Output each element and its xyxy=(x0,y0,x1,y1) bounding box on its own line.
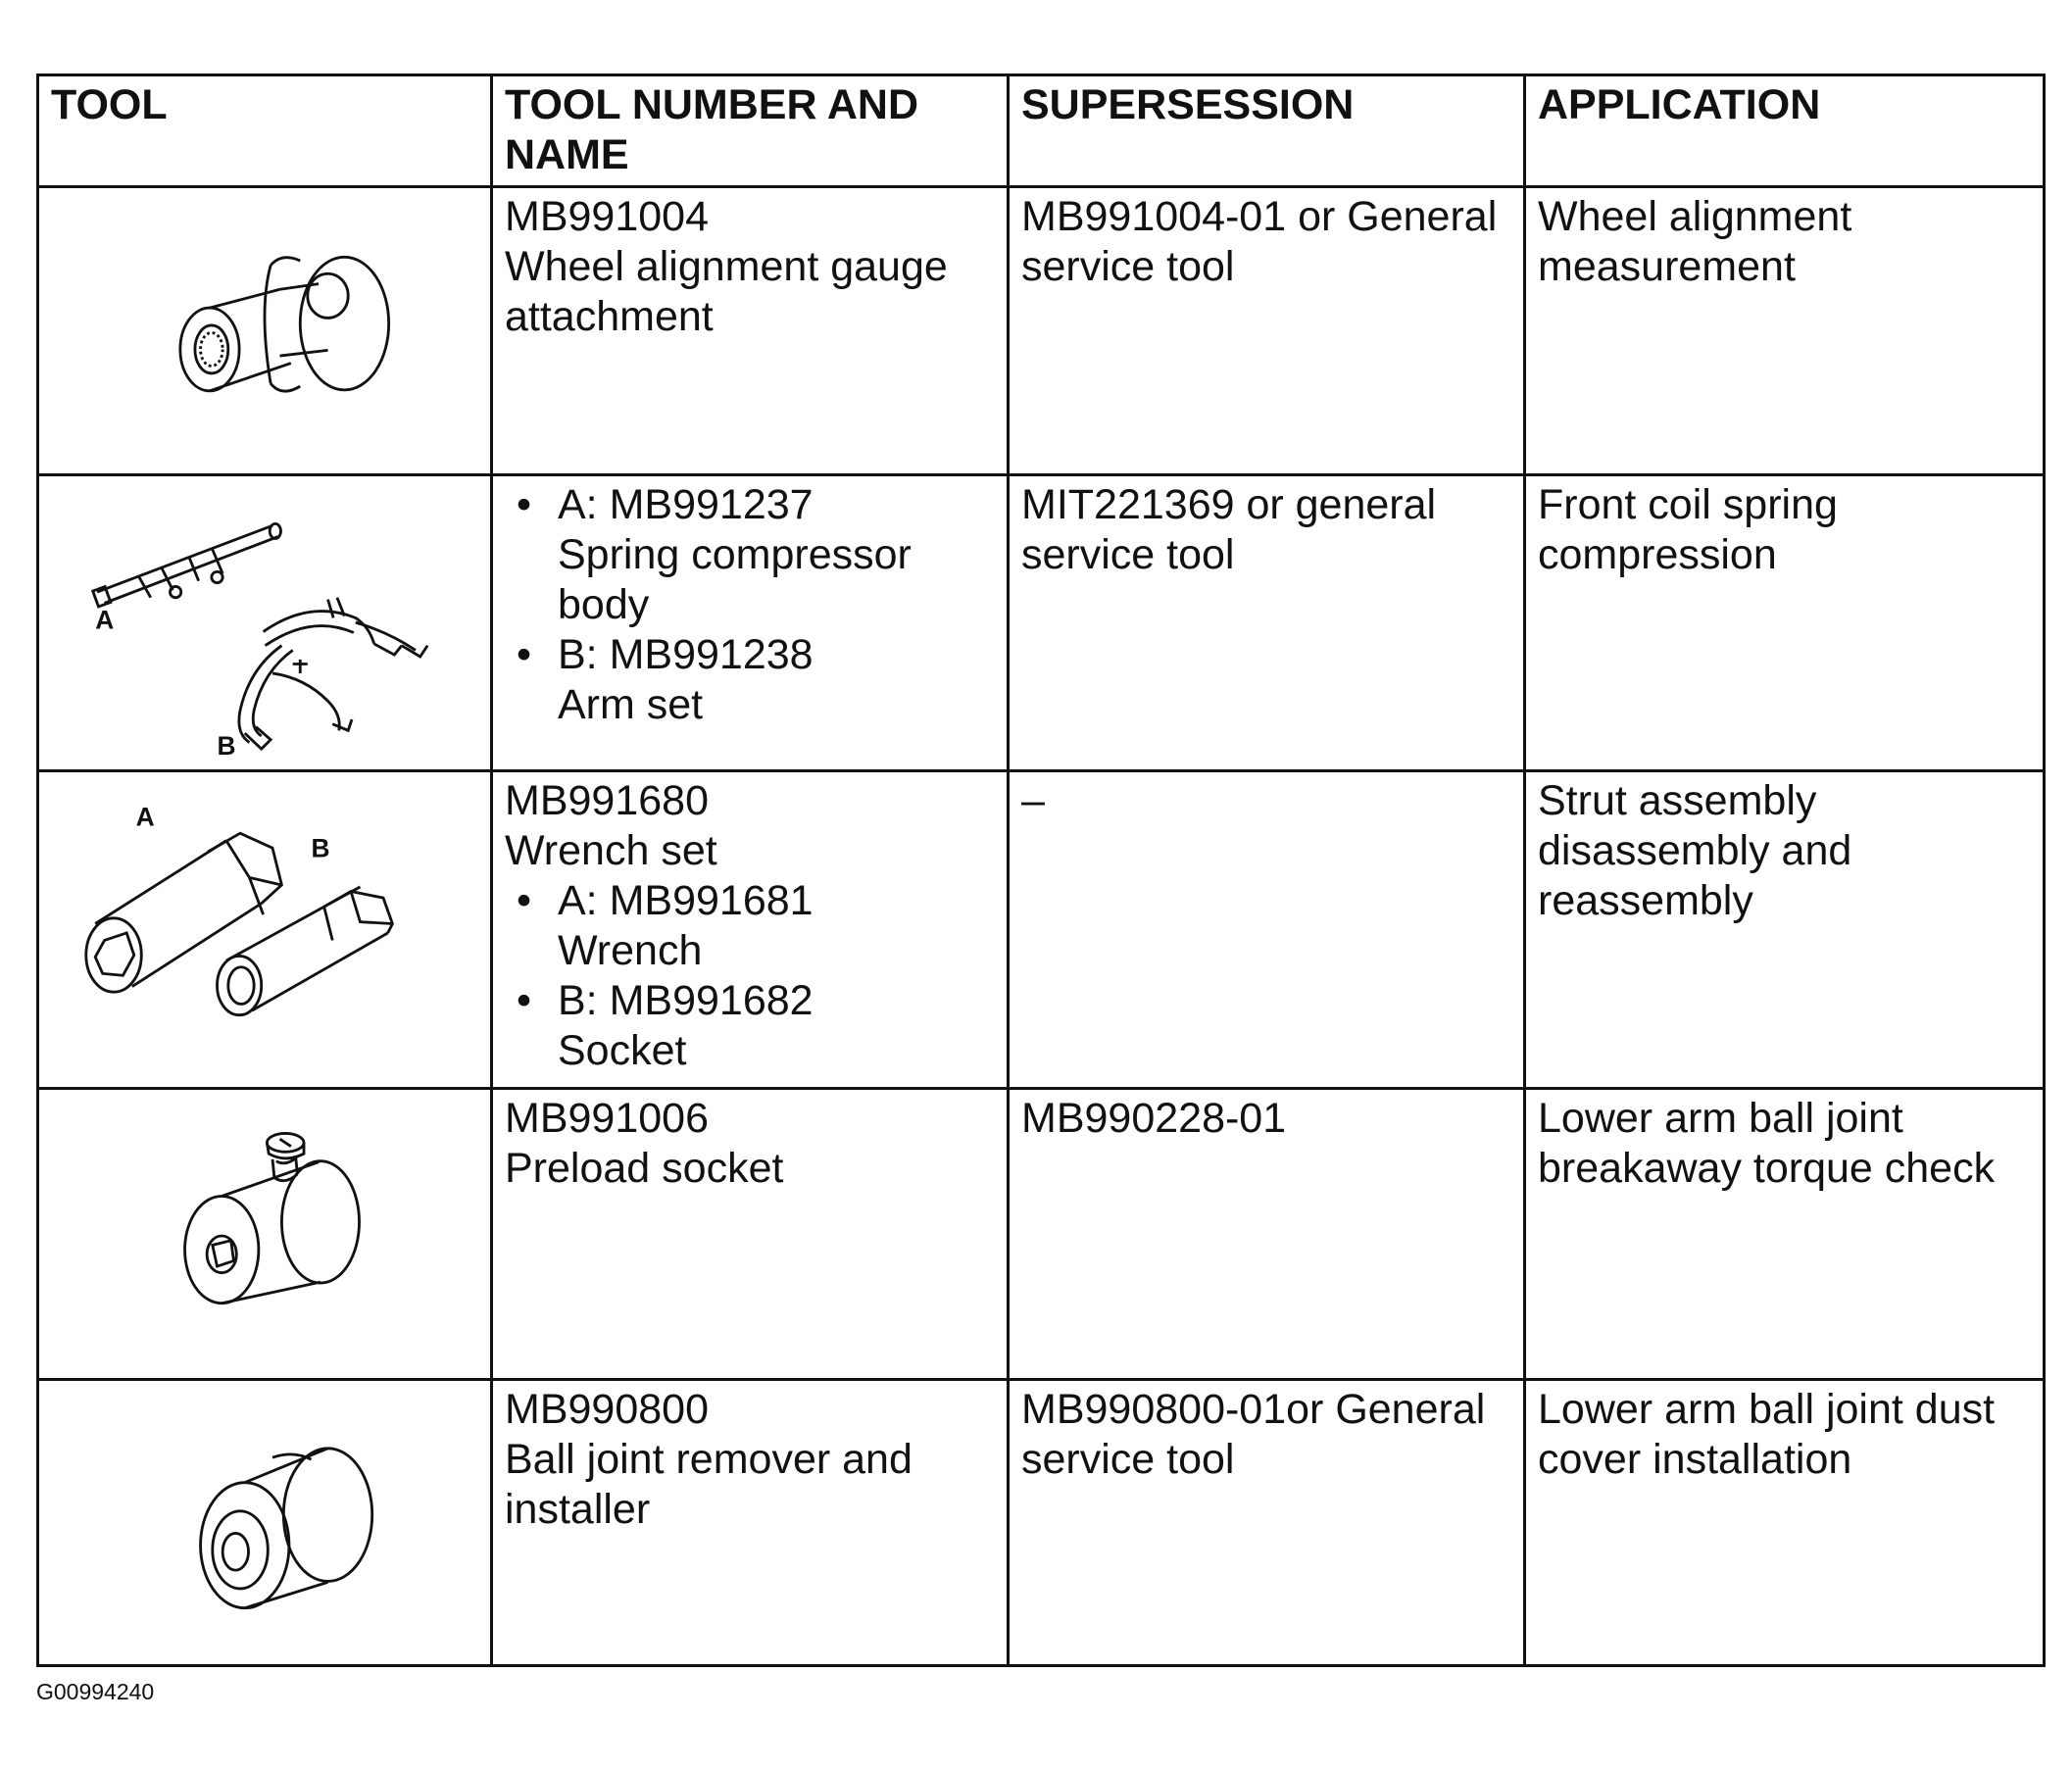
supersession-cell: MIT221369 or general service tool xyxy=(1009,475,1525,771)
component-name: Arm set xyxy=(558,681,704,728)
application-cell: Front coil spring compression xyxy=(1525,475,2045,771)
tool-image-cell xyxy=(38,187,492,475)
application-cell: Wheel alignment measurement xyxy=(1525,187,2045,475)
component-name: Socket xyxy=(558,1027,687,1074)
tool-component-list xyxy=(505,876,995,1076)
tool-label-b: B xyxy=(217,730,236,761)
supersession-cell: MB991004-01 or General service tool xyxy=(1009,187,1525,475)
ball-joint-remover-installer-icon xyxy=(51,1385,478,1664)
tool-image-cell xyxy=(38,475,492,771)
tool-name: Ball joint remover and installer xyxy=(505,1436,913,1533)
tool-image-cell xyxy=(38,1380,492,1666)
list-item xyxy=(558,876,995,976)
tool-name: Wheel alignment gauge attachment xyxy=(505,243,948,340)
tool-number: MB990800 xyxy=(505,1386,709,1433)
table-row xyxy=(38,187,2045,475)
table-row xyxy=(38,1089,2045,1380)
header-supersession: SUPERSESSION xyxy=(1009,75,1525,187)
table-row xyxy=(38,1380,2045,1666)
preload-socket-icon xyxy=(51,1094,478,1378)
tool-number: MB991006 xyxy=(505,1095,709,1142)
tool-number-and-name-cell xyxy=(492,187,1009,475)
figure-id: G00994240 xyxy=(36,1679,155,1704)
application-cell: Lower arm ball joint dust cover installation xyxy=(1525,1380,2045,1666)
table-row xyxy=(38,475,2045,771)
tool-name: Preload socket xyxy=(505,1145,784,1192)
tool-label-a: A xyxy=(135,802,155,832)
spring-compressor-icon xyxy=(51,480,478,769)
tool-number-and-name-cell xyxy=(492,1380,1009,1666)
tool-number-and-name-cell xyxy=(492,1089,1009,1380)
component-number: • B: MB991682 xyxy=(558,977,814,1024)
tool-number-and-name-cell xyxy=(492,475,1009,771)
tool-number: MB991680 xyxy=(505,777,709,824)
component-name: Wrench xyxy=(558,927,703,974)
supersession-cell: MB990800-01or General service tool xyxy=(1009,1380,1525,1666)
table-row xyxy=(38,771,2045,1089)
tool-label-a: A xyxy=(95,605,115,635)
tool-image-cell xyxy=(38,771,492,1089)
tool-number-and-name-cell xyxy=(492,771,1009,1089)
header-application: APPLICATION xyxy=(1525,75,2045,187)
component-number: • A: MB991237 xyxy=(558,481,814,528)
list-item xyxy=(558,630,995,730)
component-name: Spring compressor body xyxy=(558,531,912,628)
application-cell: Lower arm ball joint breakaway torque check xyxy=(1525,1089,2045,1380)
component-number: • B: MB991238 xyxy=(558,631,814,678)
tool-number: MB991004 xyxy=(505,193,709,240)
header-tool-number-and-name: TOOL NUMBER AND NAME xyxy=(492,75,1009,187)
tool-label-b: B xyxy=(311,833,330,863)
component-number: • A: MB991681 xyxy=(558,877,814,924)
supersession-cell: MB990228-01 xyxy=(1009,1089,1525,1380)
tool-name: Wrench set xyxy=(505,827,717,874)
wheel-alignment-gauge-attachment-icon xyxy=(51,192,478,473)
supersession-cell: – xyxy=(1009,771,1525,1089)
application-cell: Strut assembly disassembly and reassembly xyxy=(1525,771,2045,1089)
tool-image-cell xyxy=(38,1089,492,1380)
tool-component-list xyxy=(505,480,995,730)
list-item xyxy=(558,480,995,630)
header-tool: TOOL xyxy=(38,75,492,187)
wrench-set-icon xyxy=(51,776,478,1087)
special-tools-table xyxy=(36,74,2046,1667)
list-item xyxy=(558,976,995,1076)
table-header-row xyxy=(38,75,2045,187)
